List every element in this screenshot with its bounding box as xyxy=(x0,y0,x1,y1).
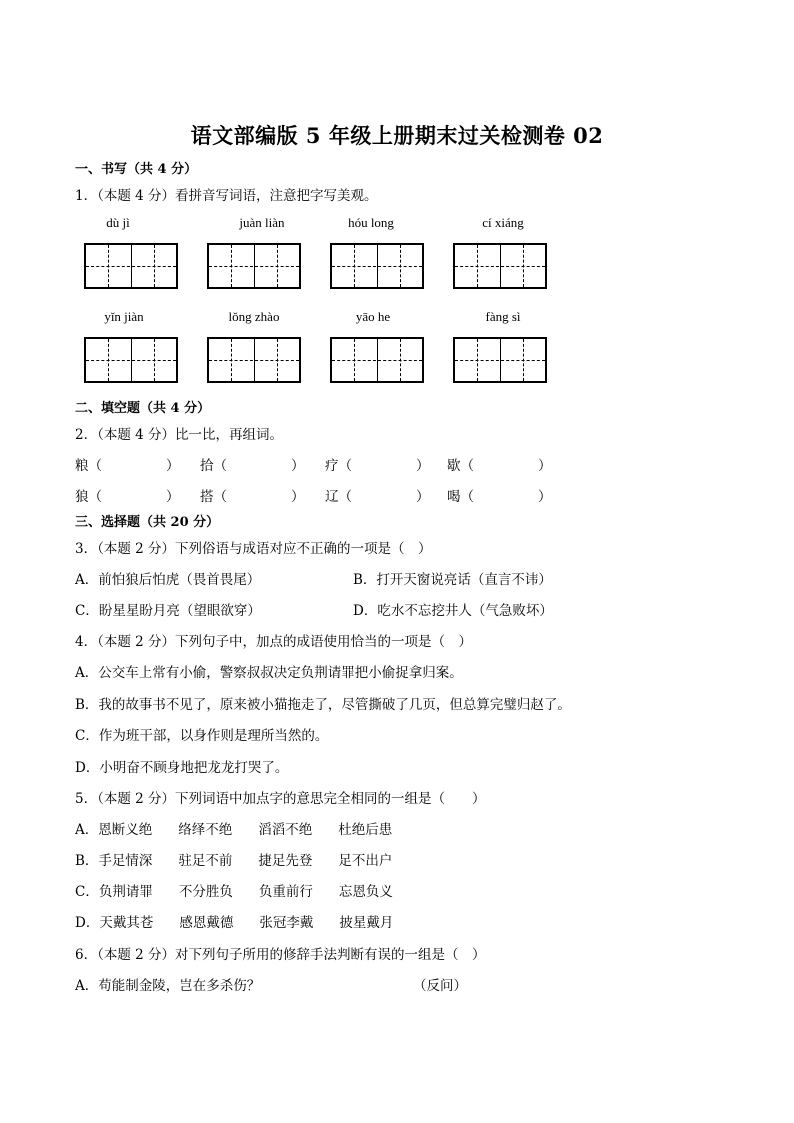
q3-option-c: C．盼星星盼月亮（望眼欲穿） xyxy=(75,603,261,619)
page-title: 语文部编版 5 年级上册期末过关检测卷 02 xyxy=(190,123,604,148)
q5-word: 捷足先登 xyxy=(258,853,313,869)
q4-option-b: B．我的故事书不见了，原来被小猫拖走了，尽管撕破了几页，但总算完璧归赵了。 xyxy=(75,697,571,713)
q5-word: 杜绝后患 xyxy=(338,822,393,838)
q3-option-b: B．打开天窗说亮话（直言不讳） xyxy=(353,572,552,588)
question-1: 1．（本题 4 分）看拼音写词语，注意把字写美观。 xyxy=(75,188,378,204)
section-1-heading: 一、书写（共 4 分） xyxy=(75,162,198,177)
fill-char: 搭（ xyxy=(200,489,227,505)
fill-char: 粮（ xyxy=(75,458,102,474)
fill-close: ） xyxy=(166,458,180,474)
q5-option-b xyxy=(75,849,418,869)
q5-word: 驻足不前 xyxy=(178,853,233,869)
q5-word: C．负荆请罪 xyxy=(75,884,153,900)
fill-char: 拾（ xyxy=(200,458,227,474)
fill-close: ） xyxy=(291,458,305,474)
pinyin-2-2: lǒng zhào xyxy=(228,309,280,324)
pinyin-1-3: hóu long xyxy=(348,215,394,230)
q5-word: 张冠李戴 xyxy=(259,915,314,931)
q6-option-a: A．苟能制金陵，岂在多杀伤？ xyxy=(75,978,261,994)
fill-close: ） xyxy=(538,458,552,474)
q5-word: B．手足情深 xyxy=(75,853,153,869)
q5-word: 忘恩负义 xyxy=(338,884,393,900)
fill-close: ） xyxy=(416,489,430,505)
q5-word: D．天戴其苍 xyxy=(75,915,154,931)
fill-close: ） xyxy=(166,489,180,505)
writing-grid[interactable] xyxy=(330,337,424,383)
section-2-heading: 二、填空题（共 4 分） xyxy=(75,401,211,416)
writing-grid[interactable] xyxy=(330,243,424,289)
writing-grid[interactable] xyxy=(207,243,301,289)
question-2: 2．（本题 4 分）比一比，再组词。 xyxy=(75,427,284,443)
q5-word: 足不出户 xyxy=(338,853,393,869)
fill-char: 喝（ xyxy=(447,489,474,505)
fill-char: 歇（ xyxy=(447,458,474,474)
q5-word: 不分胜负 xyxy=(178,884,233,900)
writing-grid[interactable] xyxy=(453,337,547,383)
fill-close: ） xyxy=(538,489,552,505)
q5-word: 感恩戴德 xyxy=(179,915,234,931)
q5-option-c xyxy=(75,880,419,900)
pinyin-1-1: dù jì xyxy=(106,215,130,230)
pinyin-1-4: cí xiáng xyxy=(482,215,524,230)
writing-grid[interactable] xyxy=(453,243,547,289)
question-5: 5．（本题 2 分）下列词语中加点字的意思完全相同的一组是（ ） xyxy=(75,791,486,807)
question-6: 6．（本题 2 分）对下列句子所用的修辞手法判断有误的一组是（ ） xyxy=(75,947,486,963)
fill-char: 狼（ xyxy=(75,489,102,505)
q5-word: 滔滔不绝 xyxy=(258,822,313,838)
question-4: 4．（本题 2 分）下列句子中，加点的成语使用恰当的一项是（ ） xyxy=(75,634,473,650)
pinyin-2-3: yāo he xyxy=(355,309,391,324)
q4-option-d: D．小明奋不顾身地把龙龙打哭了。 xyxy=(75,760,289,776)
pinyin-2-1: yǐn jiàn xyxy=(104,309,144,324)
fill-char: 疗（ xyxy=(325,458,352,474)
pinyin-1-2: juàn liàn xyxy=(239,215,285,230)
q5-word: 负重前行 xyxy=(258,884,313,900)
q5-option-d xyxy=(75,911,419,931)
pinyin-2-4: fàng sì xyxy=(485,309,521,324)
question-3: 3．（本题 2 分）下列俗语与成语对应不正确的一项是（ ） xyxy=(75,541,432,557)
section-3-heading: 三、选择题（共 20 分） xyxy=(75,515,220,530)
q3-option-d: D．吃水不忘挖井人（气急败坏） xyxy=(353,603,553,619)
fill-close: ） xyxy=(416,458,430,474)
q5-option-a xyxy=(75,818,418,838)
q5-word: 披星戴月 xyxy=(339,915,394,931)
q5-word: 络绎不绝 xyxy=(178,822,233,838)
writing-grid[interactable] xyxy=(84,337,178,383)
fill-char: 辽（ xyxy=(325,489,352,505)
q4-option-c: C．作为班干部，以身作则是理所当然的。 xyxy=(75,728,329,744)
q4-option-a: A．公交车上常有小偷，警察叔叔决定负荆请罪把小偷捉拿归案。 xyxy=(75,665,463,681)
q3-option-a: A．前怕狼后怕虎（畏首畏尾） xyxy=(75,572,261,588)
writing-grid[interactable] xyxy=(207,337,301,383)
q5-word: A．恩断义绝 xyxy=(75,822,153,838)
fill-close: ） xyxy=(291,489,305,505)
writing-grid[interactable] xyxy=(84,243,178,289)
q6-option-a-tag: （反问） xyxy=(413,978,467,994)
